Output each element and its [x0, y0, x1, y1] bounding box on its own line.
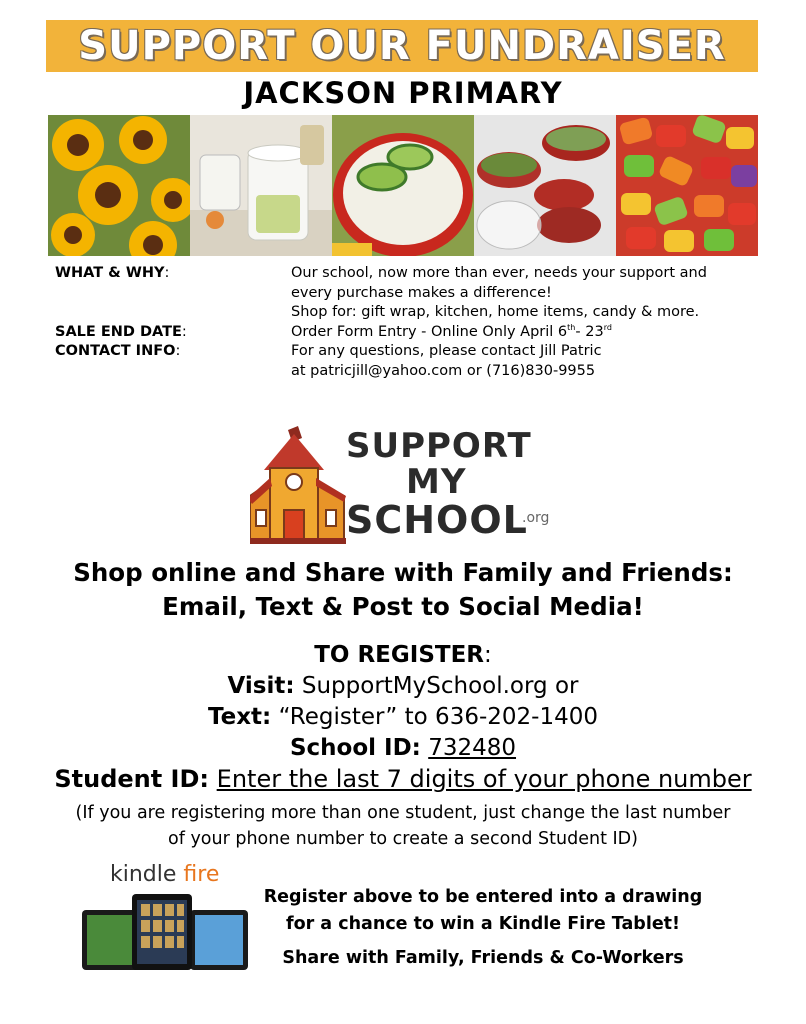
product-photo-strip [48, 115, 758, 256]
schoolhouse-icon [250, 426, 346, 544]
fundraiser-banner [46, 20, 758, 72]
storage-bowls-photo [474, 115, 616, 256]
what-why-value: Our school, now more than ever, needs your support and every purchase makes a difference! Shop for: gift wrap, kitchen, home items, candy & more. [291, 265, 707, 320]
kitchen-spiralizer-photo [190, 115, 332, 256]
contact-label: CONTACT INFO: [55, 343, 181, 359]
kindle-tablets-icon [80, 892, 250, 972]
registration-instructions [0, 640, 806, 795]
text-line: Text: “Register” to 636-202-1400 [207, 704, 598, 730]
banner-title: SUPPORT OUR FUNDRAISER [78, 23, 726, 69]
register-heading: TO REGISTER: [314, 642, 492, 668]
multiple-student-note: (If you are registering more than one student, just change the last number of your phone number to create a second Student ID) [75, 803, 731, 849]
contact-value: For any questions, please contact Jill Patric at patricjill@yahoo.com or (716)830-9955 [291, 343, 602, 379]
student-id-line: Student ID: Enter the last 7 digits of your phone number [54, 765, 752, 793]
school-id-line: School ID: 732480 [289, 735, 517, 761]
what-why-label: WHAT & WHY: [55, 265, 170, 281]
support-my-school-logo: SUPPORT MY SCHOOL .org [250, 426, 560, 546]
shop-online-heading: Shop online and Share with Family and Friends: Email, Text & Post to Social Media! [73, 558, 733, 621]
sale-end-label: SALE END DATE: [55, 323, 187, 340]
school-name: JACKSON PRIMARY [243, 76, 563, 110]
visit-line: Visit: SupportMySchool.org or [227, 673, 579, 699]
sunflowers-photo [48, 115, 190, 256]
sale-end-value: Order Form Entry - Online Only April 6th- 23rd [291, 322, 612, 340]
kindle-fire-promo [80, 862, 250, 974]
cucumber-dip-photo [332, 115, 474, 256]
kindle-fire-logo: kindle fire [110, 862, 220, 887]
candy-photo [616, 115, 758, 256]
share-text: Share with Family, Friends & Co-Workers [282, 948, 684, 968]
fundraiser-info [55, 264, 755, 381]
prize-drawing-text: Register above to be entered into a drawing for a chance to win a Kindle Fire Tablet! [263, 887, 703, 934]
